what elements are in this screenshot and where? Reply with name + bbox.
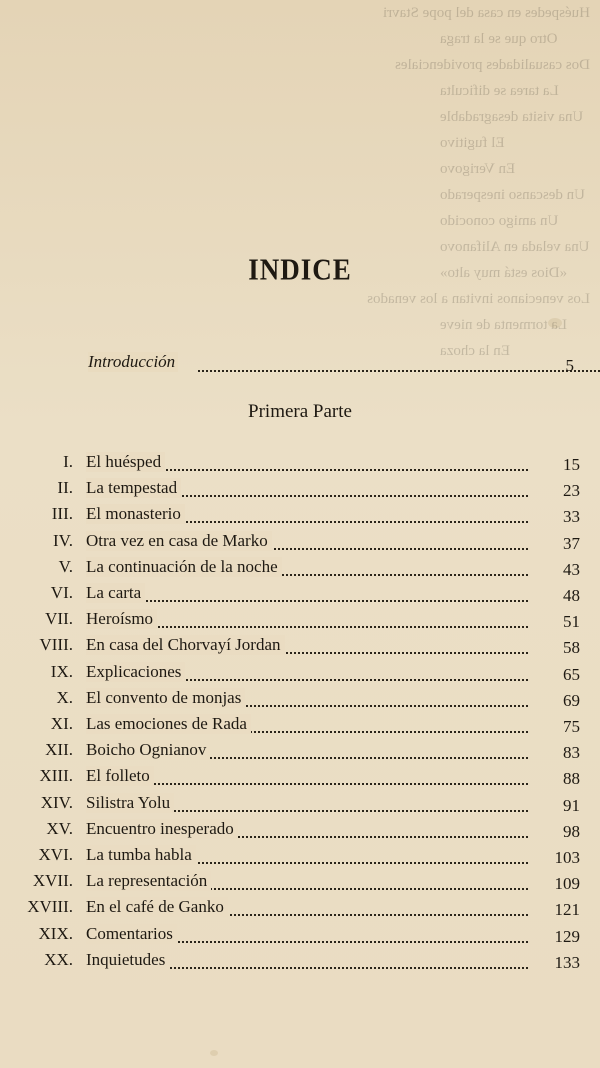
chapter-title: Comentarios xyxy=(86,924,177,944)
toc-entry xyxy=(0,557,600,583)
bleed-line: Dos casualidades providenciales xyxy=(395,57,590,73)
bleed-line: Un descanso inesperado xyxy=(440,187,585,203)
chapter-title: El huésped xyxy=(86,452,165,472)
toc-entry xyxy=(0,609,600,635)
toc-entry xyxy=(0,452,600,478)
toc-entry xyxy=(0,504,600,530)
chapter-numeral: VII. xyxy=(45,609,73,629)
chapter-title: Otra vez en casa de Marko xyxy=(86,531,272,551)
chapter-page-number: 69 xyxy=(563,690,580,710)
chapter-title: Silistra Yolu xyxy=(86,793,174,813)
chapter-title: Inquietudes xyxy=(86,950,169,970)
chapter-title: La tempestad xyxy=(86,478,181,498)
chapter-numeral: XIV. xyxy=(40,792,73,812)
chapter-numeral: XVII. xyxy=(32,871,73,891)
chapter-page-number: 48 xyxy=(563,586,580,605)
bleed-line: En Verigovo xyxy=(440,161,516,177)
bleed-line: Un amigo conocido xyxy=(440,213,559,229)
chapter-page-number: 103 xyxy=(554,848,580,867)
chapter-numeral: IX. xyxy=(50,661,73,681)
chapter-numeral: XIII. xyxy=(39,766,73,786)
chapter-title: La tumba habla xyxy=(86,845,196,865)
chapter-title: La representación xyxy=(86,871,211,891)
chapter-numeral: XX. xyxy=(44,949,73,969)
chapter-numeral: V. xyxy=(58,556,73,576)
introduction-entry xyxy=(88,352,578,376)
toc-entry xyxy=(0,793,600,819)
chapter-title: La continuación de la noche xyxy=(86,557,282,577)
bleed-line: Los venecianos invitan a los venados xyxy=(367,291,590,307)
chapter-page-number: 75 xyxy=(563,717,580,736)
bleed-line: La tarea se dificulta xyxy=(440,83,559,99)
introduction-page-number: 5 xyxy=(565,356,574,375)
chapter-page-number: 133 xyxy=(554,952,580,972)
chapter-title: El convento de monjas xyxy=(86,688,245,708)
chapter-numeral: X. xyxy=(56,687,73,707)
chapter-numeral: XIX. xyxy=(38,923,73,943)
bleed-line: Una velada en Alifanovo xyxy=(440,239,590,255)
chapter-title: El folleto xyxy=(86,766,154,786)
chapter-title: La carta xyxy=(86,583,145,603)
chapter-page-number: 109 xyxy=(554,874,580,894)
chapter-numeral: XVIII. xyxy=(27,897,73,917)
toc-entry xyxy=(0,635,600,661)
toc-entry xyxy=(0,845,600,871)
toc-entry xyxy=(0,819,600,845)
chapter-title: Encuentro inesperado xyxy=(86,819,238,839)
chapter-numeral: IV. xyxy=(53,530,73,550)
chapter-numeral: VI. xyxy=(50,583,73,602)
page-title: INDICE xyxy=(248,251,352,287)
bleed-line: El fugitivo xyxy=(440,135,505,151)
chapter-numeral: I. xyxy=(63,452,73,471)
chapter-title: Heroísmo xyxy=(86,609,157,629)
chapter-title: Boicho Ognianov xyxy=(86,740,210,760)
chapter-title: En el café de Ganko xyxy=(86,897,228,917)
chapter-page-number: 121 xyxy=(554,900,580,920)
chapter-numeral: VIII. xyxy=(39,635,73,655)
chapter-numeral: III. xyxy=(51,504,73,524)
chapter-page-number: 88 xyxy=(563,769,580,789)
chapter-page-number: 83 xyxy=(563,743,580,763)
chapter-title: El monasterio xyxy=(86,504,185,524)
toc-entry xyxy=(0,897,600,923)
chapter-page-number: 51 xyxy=(563,612,580,632)
chapter-page-number: 15 xyxy=(563,455,580,474)
introduction-label: Introducción xyxy=(88,352,178,372)
bleed-line: «Dios está muy alto» xyxy=(440,265,568,281)
bleed-line: La tormenta de nieve xyxy=(440,317,568,333)
toc-entry xyxy=(0,688,600,714)
chapter-numeral: XI. xyxy=(50,714,73,733)
toc-entry xyxy=(0,924,600,950)
chapter-page-number: 98 xyxy=(563,821,580,841)
chapter-title: En casa del Chorvayí Jordan xyxy=(86,635,285,655)
chapter-title: Las emociones de Rada xyxy=(86,714,251,734)
toc-entry xyxy=(0,871,600,897)
chapter-page-number: 43 xyxy=(563,559,580,579)
chapter-page-number: 129 xyxy=(554,926,580,946)
chapter-numeral: II. xyxy=(57,478,73,498)
chapter-title: Explicaciones xyxy=(86,662,185,682)
toc-entry xyxy=(0,531,600,557)
toc-entry xyxy=(0,478,600,504)
dot-leaders xyxy=(90,781,528,785)
dot-leaders xyxy=(90,598,528,602)
bleed-line: Huéspedes en casa del pope Stavri xyxy=(382,5,590,21)
toc-entry xyxy=(0,950,600,976)
bleed-through-text xyxy=(367,0,590,364)
toc-entry xyxy=(0,740,600,766)
bleed-line: Una visita desagradable xyxy=(440,109,584,125)
chapter-numeral: XVI. xyxy=(38,845,73,864)
chapter-page-number: 91 xyxy=(563,795,580,815)
chapter-page-number: 37 xyxy=(563,533,580,553)
toc-entry xyxy=(0,662,600,688)
toc-entry xyxy=(0,583,600,609)
bleed-line: Otro que se la traga xyxy=(440,31,558,47)
toc-entry xyxy=(0,714,600,740)
chapter-numeral: XII. xyxy=(45,740,73,760)
chapter-page-number: 65 xyxy=(563,664,580,684)
toc-entry xyxy=(0,766,600,792)
part-title: Primera Parte xyxy=(248,401,352,422)
chapter-page-number: 58 xyxy=(563,638,580,658)
chapter-page-number: 23 xyxy=(563,481,580,501)
chapter-page-number: 33 xyxy=(563,507,580,527)
paper-stain xyxy=(210,1050,218,1056)
bleed-line: En la choza xyxy=(440,343,510,359)
chapter-numeral: XV. xyxy=(46,818,73,838)
